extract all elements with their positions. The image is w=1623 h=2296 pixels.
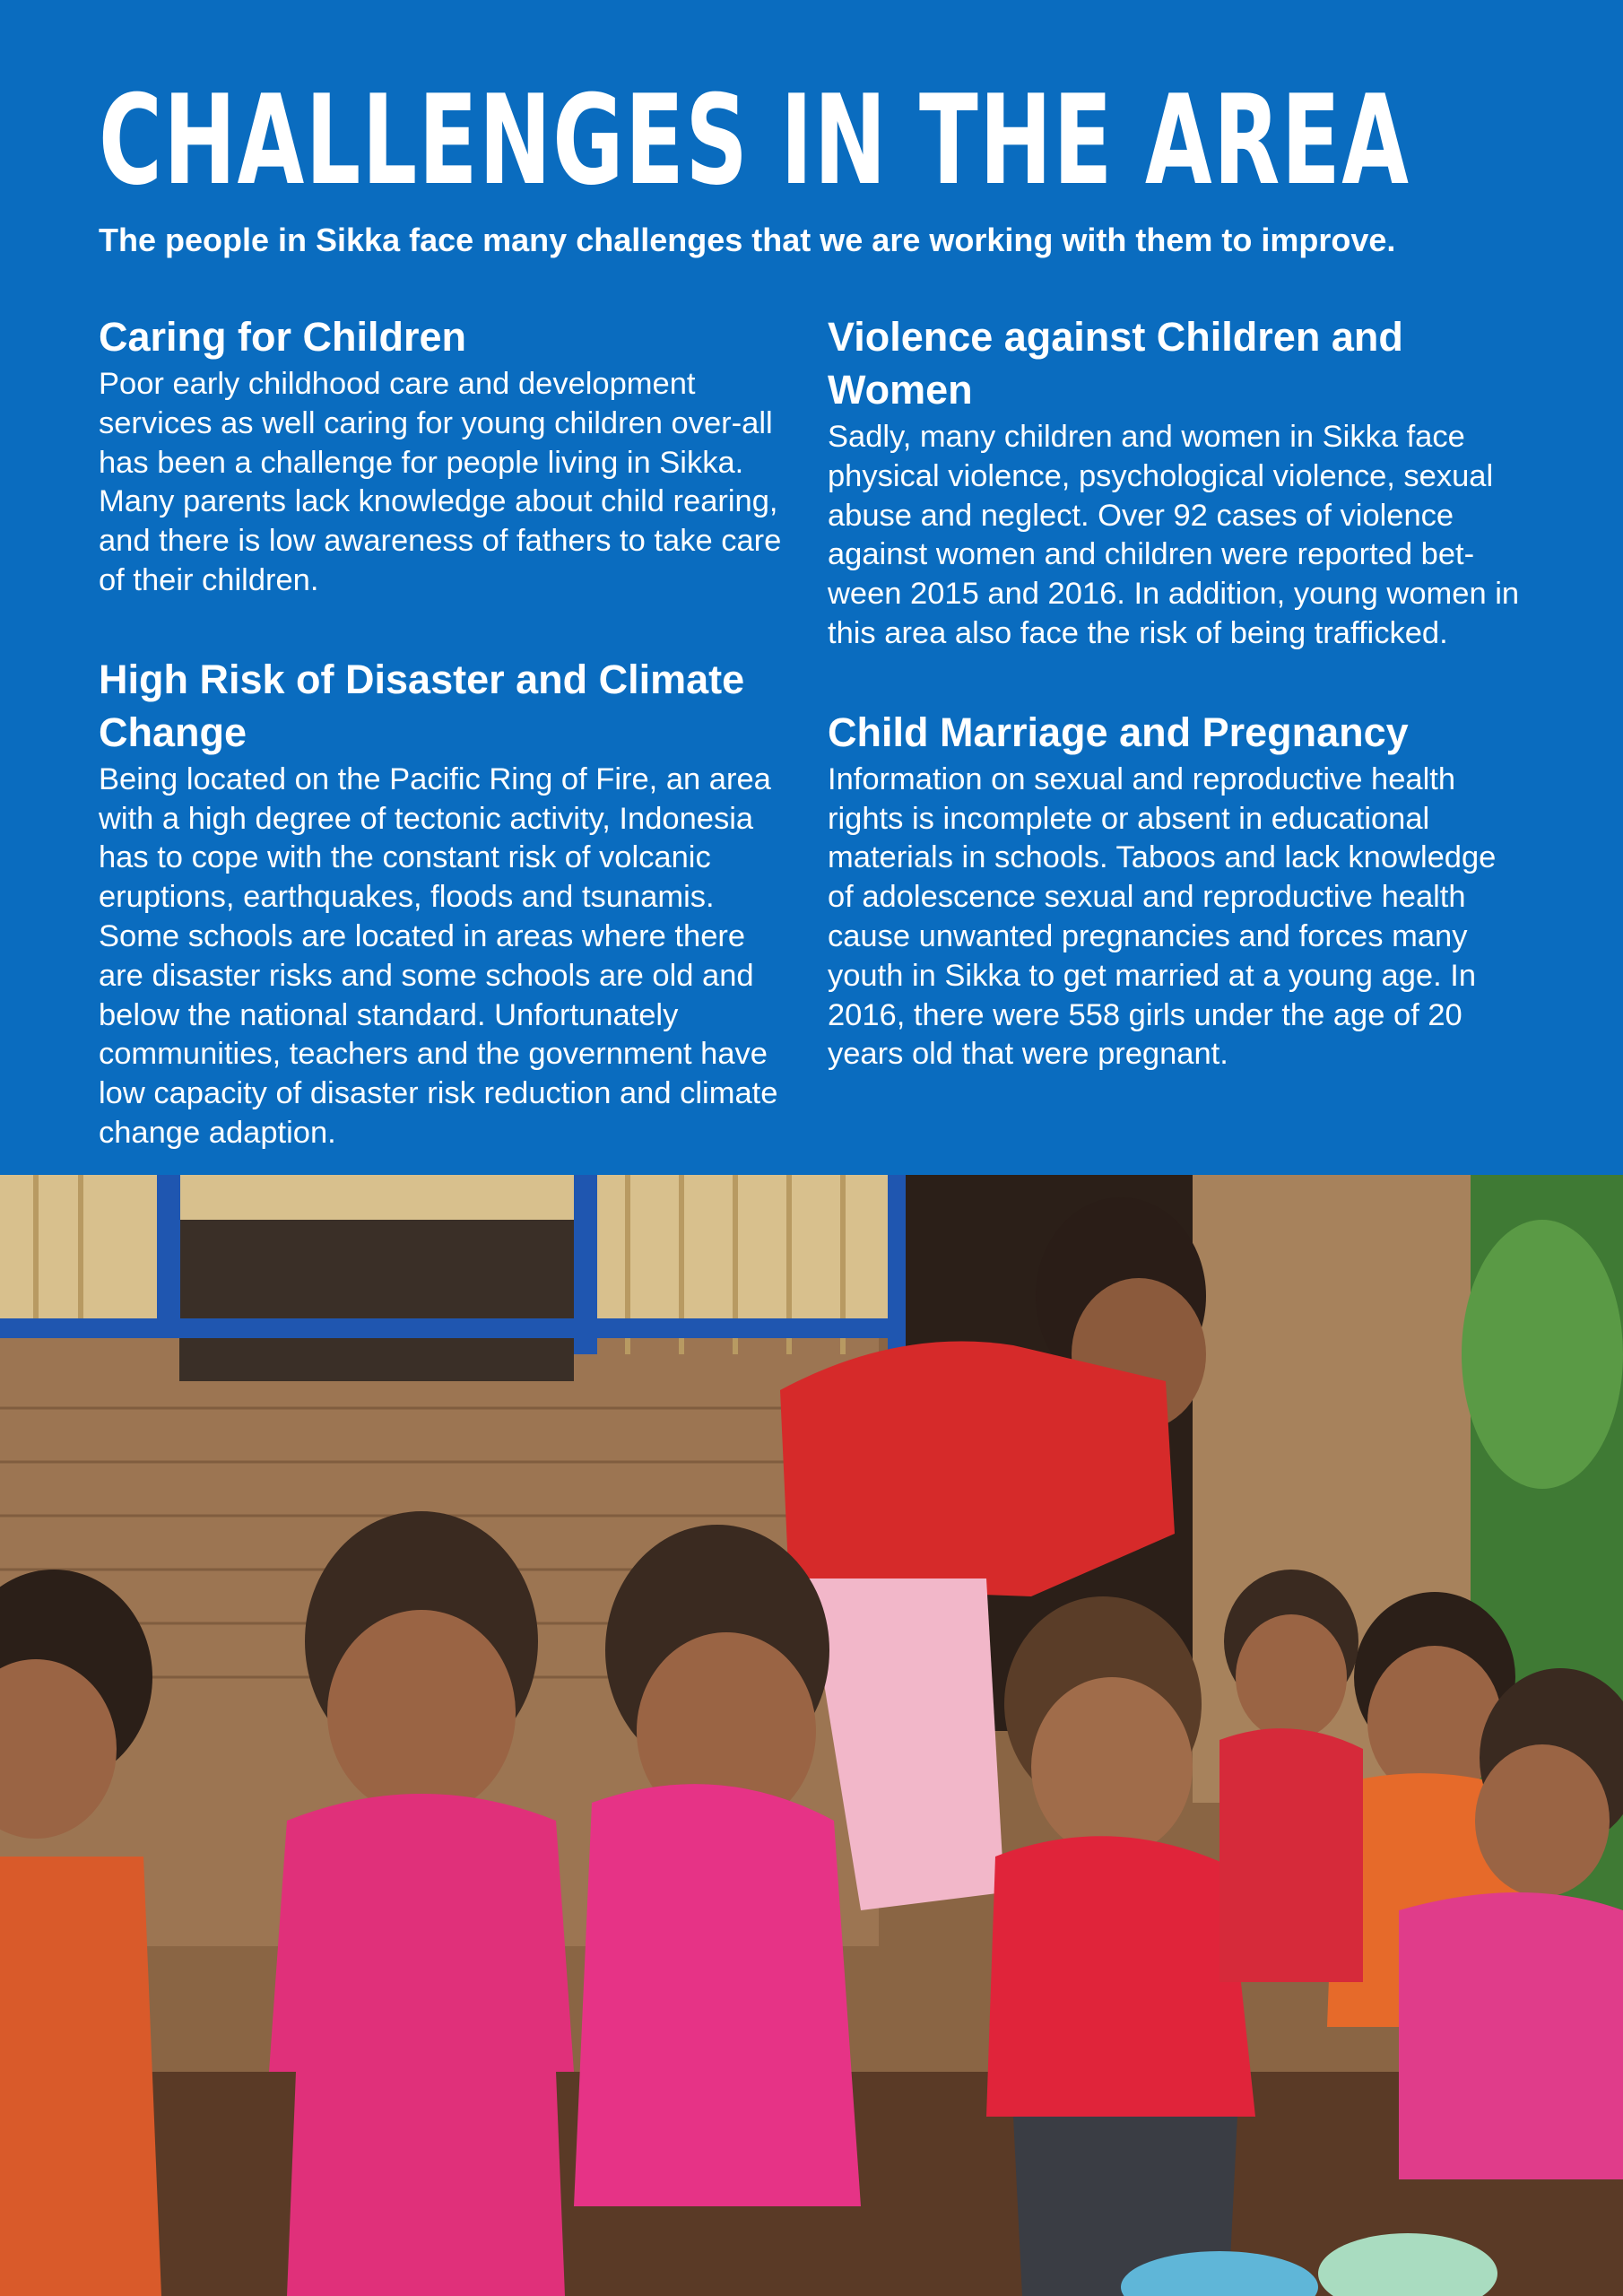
section-heading: Child Marriage and Pregnancy xyxy=(828,709,1409,755)
section-body: Poor early childhood care and development services as well caring for young children over-all has been a challenge for people living in Sikka. Many parents lack knowledge about child rearing, and there is low awareness of fathers to take care of their children. xyxy=(99,367,782,597)
section-caring-for-children xyxy=(99,310,798,601)
section-violence xyxy=(828,310,1527,654)
photo-illustration xyxy=(0,1175,1623,2296)
left-column xyxy=(99,310,798,1205)
section-child-marriage xyxy=(828,706,1527,1074)
children-handwashing-photo xyxy=(0,1175,1623,2296)
section-body: Information on sexual and reproductive health rights is incomplete or absent in educational materials in schools. Taboos and lack knowledge of adolescence sexual and reproductive health cause unwanted pregnancies and forces many youth in Sikka to get married at a young age. In 2016, there were 558 girls under the age of 20 years old that were pregnant. xyxy=(828,761,1497,1072)
section-heading: High Risk of Disaster and Climate Change xyxy=(99,656,745,755)
section-heading: Caring for Children xyxy=(99,314,467,360)
section-disaster-risk xyxy=(99,653,798,1153)
section-body: Being located on the Pacific Ring of Fire, an area with a high degree of tectonic activity, Indonesia has to cope with the constant risk of volcanic eruptions, earthquakes, floods and tsunamis. Some schools are located in areas where there are disaster risks and some schools are old and below the national standard. Unfortunately communities, teachers and the government have low capacity of disaster risk reduction and climate change adaption. xyxy=(99,761,778,1150)
page-title: CHALLENGES IN THE AREA xyxy=(99,68,1410,213)
section-heading: Violence against Children and Women xyxy=(828,314,1403,413)
page-subtitle: The people in Sikka face many challenges that we are working with them to improve. xyxy=(99,222,1396,258)
right-column xyxy=(828,310,1527,1126)
section-body: Sadly, many children and women in Sikka face physical violence, psychological violence, sexual abuse and neglect. Over 92 cases of violence against women and children were reported bet-ween 2015 and 2016. In addition, young women in this area also face the risk of being trafficked. xyxy=(828,420,1520,650)
